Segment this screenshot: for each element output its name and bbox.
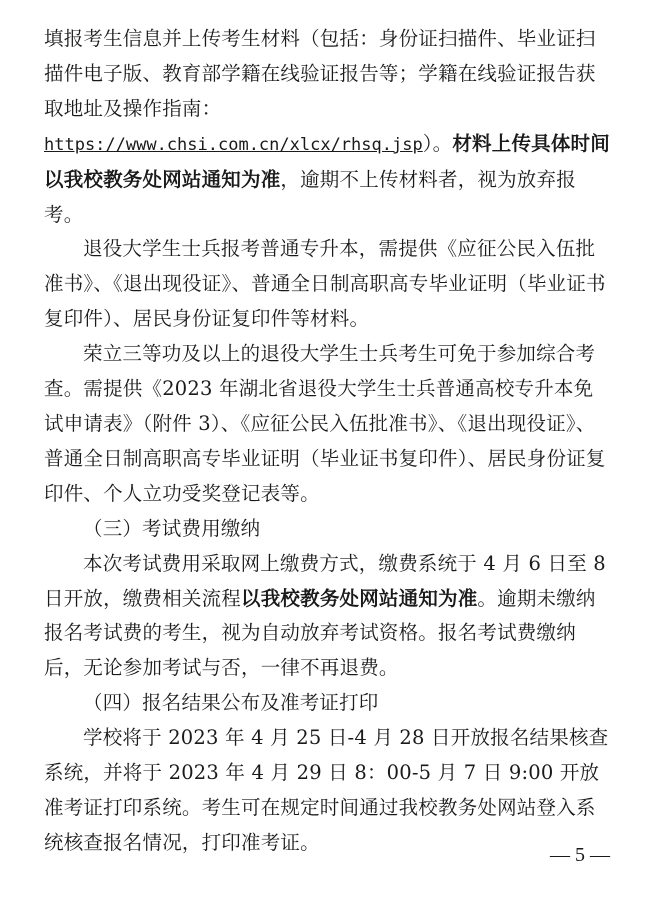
upload-text-start: 填报考生信息并上传考生材料（包括：身份证扫描件、毕业证扫描件电子版、教育部学籍在线验证报告等；学籍在线验证报告获取地址及操作指南：: [44, 27, 596, 120]
fee-text-start: 本次考试费用采取网上缴费方式，缴费系统于 4 月 6 日至 8 日开放，缴费相关流程: [44, 551, 606, 610]
paragraph-exam-fee: [44, 547, 612, 687]
fee-process-notice: 以我校教务处网站通知为准: [241, 586, 478, 610]
heading-exam-fee: （三）考试费用缴纳: [83, 516, 261, 540]
body-text: [44, 22, 612, 861]
upload-text-end: ，逾期不上传材料者，视为放弃报考。: [44, 167, 576, 226]
heading-results-admission-ticket: （四）报名结果公布及准考证打印: [83, 691, 379, 715]
paragraph-results-admission-ticket: 学校将于 2023 年 4 月 25 日-4 月 28 日开放报名结果核查系统，并将于 2023 年 4 月 29 日 8：00-5 月 7 日 9:00 开放准考证打印系统。考生可在规定时间通过我校教务处网站登入系统核查报名情况，打印准考证。: [44, 726, 609, 854]
upload-time-notice: 材料上传具体时间以我校教务处网站通知为准: [44, 131, 610, 191]
paragraph-upload-materials: [44, 22, 612, 232]
chsi-verification-link[interactable]: https://www.chsi.com.cn/xlcx/rhsq.jsp: [44, 134, 423, 155]
paragraph-veteran-materials: 退役大学生士兵报考普通专升本，需提供《应征公民入伍批准书》、《退出现役证》、普通全日制高职高专毕业证明（毕业证书复印件）、居民身份证复印件等材料。: [44, 237, 606, 331]
page-number: — 5 —: [550, 844, 610, 866]
fee-text-end: 。逾期未缴纳报名考试费的考生，视为自动放弃考试资格。报名考试费缴纳后，无论参加考试与否，一律不再退费。: [44, 586, 596, 680]
paragraph-merit-exemption: 荣立三等功及以上的退役大学生士兵考生可免于参加综合考查。需提供《2023 年湖北省退役大学生士兵普通高校专升本免试申请表》（附件 3）、《应征公民入伍批准书》、《退出现役证》、普通全日制高职高专毕业证明（毕业证书复印件）、居民身份证复印件、个人立功受奖登记表等。: [44, 342, 606, 505]
upload-text-close: ）。: [422, 131, 453, 155]
